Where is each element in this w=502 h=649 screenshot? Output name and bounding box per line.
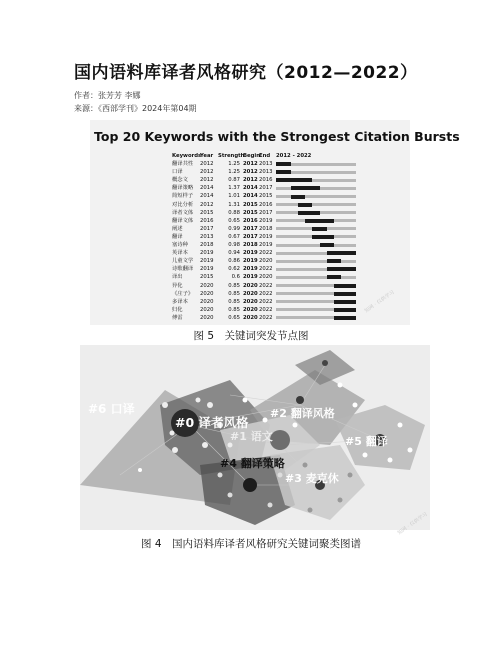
burst-timeline-bar <box>276 227 356 230</box>
burst-year: 2019 <box>200 250 214 257</box>
burst-year: 2020 <box>200 290 214 297</box>
burst-timeline-bar <box>276 260 356 263</box>
burst-begin: 2012 <box>243 169 258 176</box>
figure4-caption: 图 4 国内语料库译者风格研究关键词聚类图谱 <box>140 538 362 550</box>
burst-year: 2020 <box>200 282 214 289</box>
source-line: 来源：《西部学刊》2024年第04期 <box>74 104 197 113</box>
burst-strength: 0.99 <box>228 225 240 232</box>
burst-year: 2017 <box>200 225 214 232</box>
burst-row <box>172 233 356 241</box>
burst-row <box>172 184 356 192</box>
burst-timeline-bar <box>276 179 356 182</box>
burst-row <box>172 225 356 233</box>
burst-row <box>172 217 356 225</box>
burst-strength: 0.86 <box>228 258 240 265</box>
burst-end: 2019 <box>259 217 273 224</box>
burst-keyword: 诗歌翻译 <box>172 266 194 273</box>
burst-period <box>327 275 342 279</box>
burst-period <box>312 235 334 239</box>
burst-strength: 0.85 <box>228 298 240 305</box>
burst-timeline-bar <box>276 308 356 311</box>
burst-timeline-bar <box>276 163 356 166</box>
burst-keyword: 塞诗种 <box>172 242 188 249</box>
col-end: End <box>259 153 271 159</box>
col-begin: Begin <box>243 153 261 159</box>
burst-end: 2016 <box>259 177 273 184</box>
burst-keyword: 异化 <box>172 282 183 289</box>
burst-keyword: 翻译共性 <box>172 161 194 168</box>
burst-end: 2013 <box>259 161 273 168</box>
burst-begin: 2015 <box>243 209 258 216</box>
burst-row <box>172 314 356 322</box>
burst-period <box>327 251 356 255</box>
col-keywords: Keywords <box>172 153 202 159</box>
burst-timeline-bar <box>276 300 356 303</box>
burst-timeline-bar <box>276 203 356 206</box>
burst-year: 2020 <box>200 306 214 313</box>
burst-keyword: 傅雷 <box>172 314 183 321</box>
burst-begin: 2020 <box>243 282 258 289</box>
burst-row <box>172 209 356 217</box>
burst-strength: 0.87 <box>228 177 240 184</box>
burst-year: 2013 <box>200 233 214 240</box>
burst-period <box>334 292 356 296</box>
burst-period <box>276 162 291 166</box>
burst-end: 2020 <box>259 258 273 265</box>
burst-row <box>172 298 356 306</box>
burst-strength: 0.88 <box>228 209 240 216</box>
burst-strength: 0.65 <box>228 314 240 321</box>
burst-row <box>172 192 356 200</box>
burst-begin: 2017 <box>243 233 258 240</box>
burst-end: 2022 <box>259 282 273 289</box>
cluster-label-6: #6 口译 <box>88 402 135 416</box>
burst-end: 2022 <box>259 314 273 321</box>
burst-begin: 2019 <box>243 274 258 281</box>
burst-period <box>327 259 342 263</box>
burst-year: 2015 <box>200 274 214 281</box>
burst-strength: 0.94 <box>228 250 240 257</box>
burst-timeline-bar <box>276 195 356 198</box>
burst-timeline-bar <box>276 219 356 222</box>
burst-begin: 2019 <box>243 250 258 257</box>
burst-row <box>172 273 356 281</box>
burst-keyword: 儿童文学 <box>172 258 194 265</box>
burst-end: 2022 <box>259 266 273 273</box>
burst-timeline-bar <box>276 244 356 247</box>
burst-row <box>172 290 356 298</box>
burst-timeline-bar <box>276 171 356 174</box>
burst-begin: 2020 <box>243 306 258 313</box>
col-year: Year <box>200 153 214 159</box>
burst-year: 2018 <box>200 242 214 249</box>
burst-year: 2014 <box>200 185 214 192</box>
article-title: 国内语料库译者风格研究（2012—2022） <box>74 63 418 83</box>
burst-keyword: 译出 <box>172 274 183 281</box>
burst-keyword: 概念文 <box>172 177 188 184</box>
burst-year: 2015 <box>200 209 214 216</box>
burst-period <box>312 227 327 231</box>
burst-end: 2013 <box>259 169 273 176</box>
burst-period <box>276 170 291 174</box>
burst-strength: 1.37 <box>228 185 240 192</box>
burst-keyword: 阐述 <box>172 225 183 232</box>
figure5-caption: 图 5 关键词突发节点图 <box>193 330 309 342</box>
cluster-label-2: #2 翻译风格 <box>270 407 335 420</box>
burst-timeline-bar <box>276 276 356 279</box>
burst-period <box>276 178 312 182</box>
burst-strength: 1.25 <box>228 169 240 176</box>
cluster-label-4: #4 翻译策略 <box>220 457 285 470</box>
burst-year: 2012 <box>200 161 214 168</box>
burst-end: 2020 <box>259 274 273 281</box>
burst-keyword: 口译 <box>172 169 183 176</box>
burst-row <box>172 168 356 176</box>
burst-row <box>172 201 356 209</box>
cluster-map-figure <box>80 345 430 537</box>
burst-begin: 2018 <box>243 242 258 249</box>
burst-begin: 2017 <box>243 225 258 232</box>
burst-timeline-bar <box>276 211 356 214</box>
burst-year: 2012 <box>200 169 214 176</box>
burst-end: 2015 <box>259 193 273 200</box>
burst-keyword: 多译本 <box>172 298 188 305</box>
burst-begin: 2020 <box>243 290 258 297</box>
burst-keyword: 《庄子》 <box>172 290 194 297</box>
burst-strength: 0.98 <box>228 242 240 249</box>
burst-strength: 0.62 <box>228 266 240 273</box>
burst-keyword: 英译本 <box>172 250 188 257</box>
burst-year: 2012 <box>200 201 214 208</box>
burst-period <box>334 284 356 288</box>
burst-end: 2018 <box>259 225 273 232</box>
burst-table <box>172 152 356 322</box>
burst-end: 2019 <box>259 233 273 240</box>
burst-timeline-bar <box>276 235 356 238</box>
burst-period <box>334 300 356 304</box>
burst-timeline-bar <box>276 187 356 190</box>
burst-row <box>172 241 356 249</box>
burst-begin: 2012 <box>243 177 258 184</box>
burst-begin: 2014 <box>243 193 258 200</box>
burst-end: 2019 <box>259 242 273 249</box>
burst-keyword: 归化 <box>172 306 183 313</box>
author-line: 作者：张芳芳 李娜 <box>74 91 141 100</box>
burst-figure-heading: Top 20 Keywords with the Strongest Citation Bursts <box>94 129 460 144</box>
burst-timeline-bar <box>276 284 356 287</box>
burst-period <box>327 267 356 271</box>
burst-keyword: 翻译 <box>172 233 183 240</box>
burst-row <box>172 265 356 273</box>
burst-period <box>298 211 320 215</box>
burst-end: 2022 <box>259 306 273 313</box>
burst-strength: 1.01 <box>228 193 240 200</box>
burst-year: 2014 <box>200 193 214 200</box>
burst-strength: 1.25 <box>228 161 240 168</box>
burst-year: 2020 <box>200 314 214 321</box>
cluster-label-1: #1 语文 <box>230 430 273 443</box>
burst-row <box>172 160 356 168</box>
burst-period <box>298 203 313 207</box>
burst-period <box>291 186 320 190</box>
burst-end: 2022 <box>259 250 273 257</box>
burst-year: 2019 <box>200 266 214 273</box>
burst-table-header <box>172 152 356 160</box>
cluster-label-0: #0 译者风格 <box>175 415 249 430</box>
burst-year: 2020 <box>200 298 214 305</box>
burst-strength: 0.85 <box>228 290 240 297</box>
burst-keyword: 简短样子 <box>172 193 194 200</box>
watermark: 知网 · 仅供学习 <box>363 289 396 315</box>
burst-keyword: 翻译策略 <box>172 185 194 192</box>
burst-begin: 2020 <box>243 314 258 321</box>
burst-row <box>172 257 356 265</box>
cluster-label-5: #5 翻译 <box>345 435 388 448</box>
burst-begin: 2019 <box>243 266 258 273</box>
burst-timeline-bar <box>276 316 356 319</box>
burst-end: 2016 <box>259 201 273 208</box>
cluster-map-svg <box>80 345 430 530</box>
burst-keyword: 翻译文体 <box>172 217 194 224</box>
burst-timeline-bar <box>276 268 356 271</box>
burst-begin: 2016 <box>243 217 258 224</box>
burst-end: 2017 <box>259 185 273 192</box>
burst-period <box>291 195 306 199</box>
burst-timeline-bar <box>276 252 356 255</box>
burst-period <box>305 219 334 223</box>
burst-begin: 2014 <box>243 185 258 192</box>
col-strength: Strength <box>218 153 245 159</box>
burst-year: 2016 <box>200 217 214 224</box>
burst-strength: 0.85 <box>228 306 240 313</box>
burst-begin: 2019 <box>243 258 258 265</box>
burst-begin: 2020 <box>243 298 258 305</box>
burst-year: 2012 <box>200 177 214 184</box>
burst-row <box>172 249 356 257</box>
burst-strength: 0.65 <box>228 217 240 224</box>
burst-strength: 0.67 <box>228 233 240 240</box>
watermark-2: 知网 · 仅供学习 <box>396 511 429 537</box>
burst-period <box>334 316 356 320</box>
burst-period <box>334 308 356 312</box>
burst-timeline-bar <box>276 292 356 295</box>
burst-begin: 2015 <box>243 201 258 208</box>
burst-keyword: 译者文体 <box>172 209 194 216</box>
burst-end: 2017 <box>259 209 273 216</box>
burst-strength: 0.6 <box>231 274 240 281</box>
burst-end: 2022 <box>259 298 273 305</box>
burst-year: 2019 <box>200 258 214 265</box>
citation-burst-figure <box>90 120 460 325</box>
col-timeline: 2012 - 2022 <box>276 153 312 159</box>
burst-row <box>172 176 356 184</box>
burst-period <box>320 243 335 247</box>
burst-begin: 2012 <box>243 161 258 168</box>
burst-end: 2022 <box>259 290 273 297</box>
burst-strength: 1.31 <box>228 201 240 208</box>
burst-keyword: 对比分析 <box>172 201 194 208</box>
cluster-label-3: #3 麦克休 <box>285 472 339 485</box>
burst-row <box>172 282 356 290</box>
burst-row <box>172 306 356 314</box>
burst-strength: 0.85 <box>228 282 240 289</box>
